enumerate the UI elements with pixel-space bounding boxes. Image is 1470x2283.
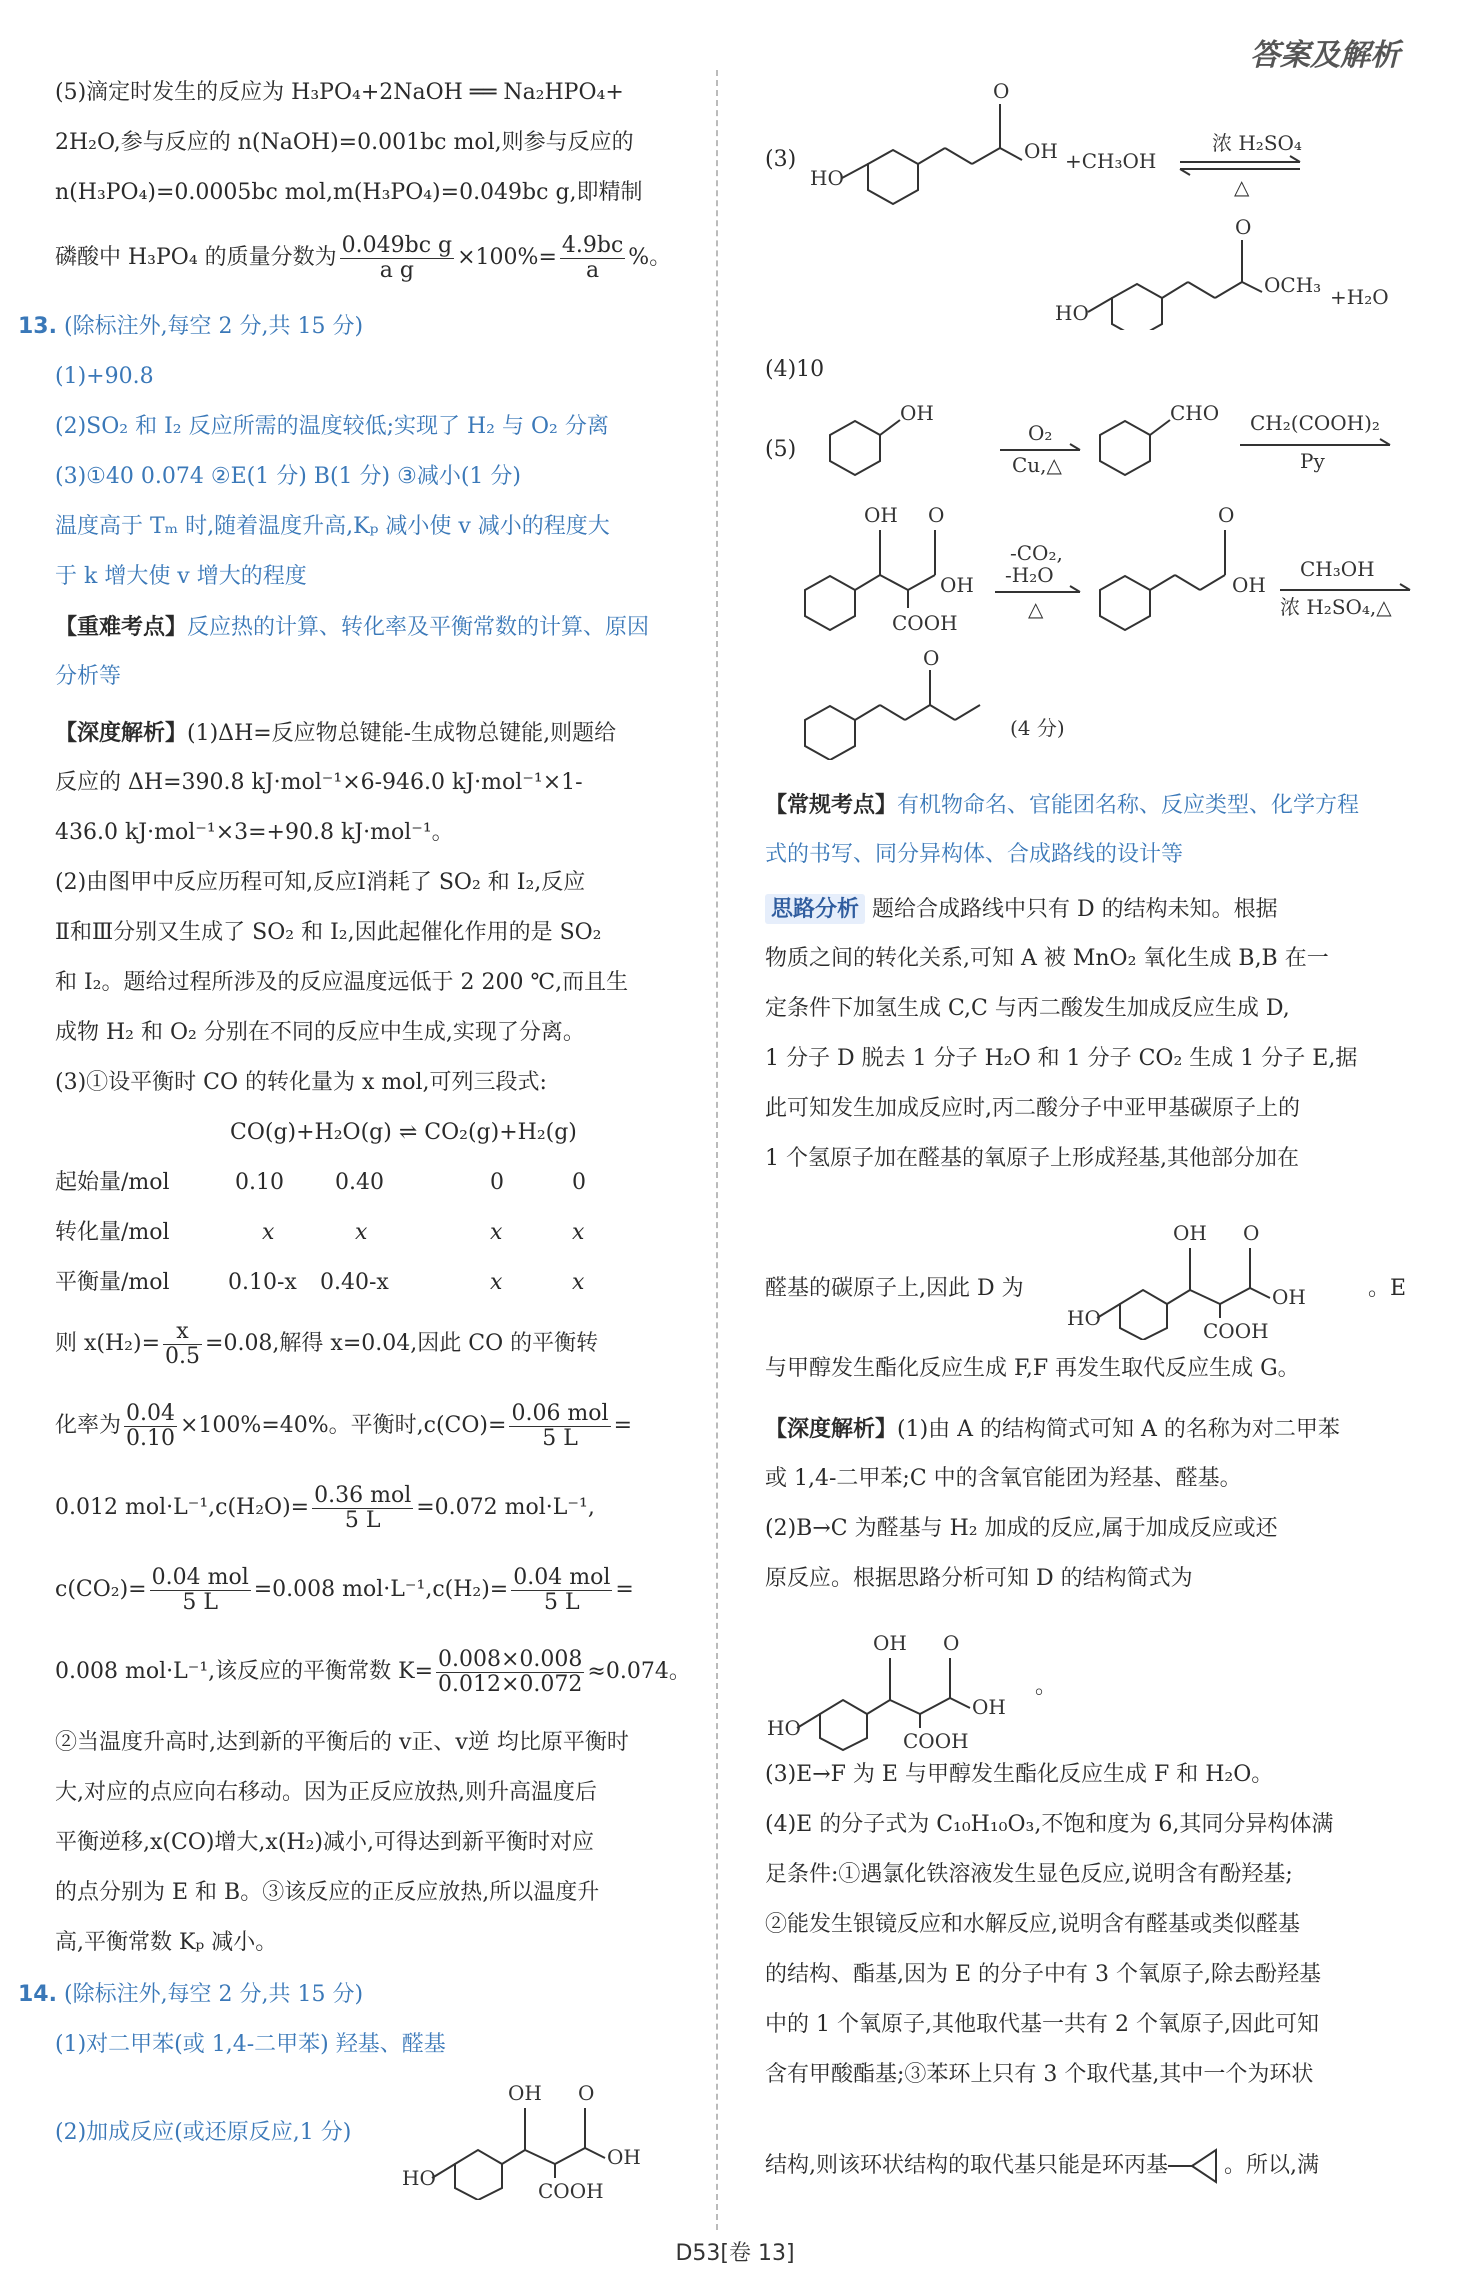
numerator: 4.9bc [561,232,624,258]
text-line: 与甲醇发生酯化反应生成 F,F 再发生取代反应生成 G。 [765,1356,1300,1381]
reagent-label: O₂ [1028,421,1053,445]
text-span: c(CO₂)= [55,1577,147,1602]
key-points [765,790,1359,821]
numerator: 0.008×0.008 [438,1646,583,1672]
score-label: (4 分) [1010,716,1065,740]
text-span: 0.008 mol·L⁻¹,该反应的平衡常数 K= [55,1659,434,1684]
page-footer: D53[卷 13] [675,2241,795,2266]
section-label: 【深度解析】 [765,1416,898,1442]
text-span: (1)ΔH=反应物总键能-生成物总键能,则题给 [187,721,617,746]
answer-line: (1)+90.8 [55,364,154,389]
table-cell: 0.40 [335,1170,384,1195]
text-line: 成物 H₂ 和 O₂ 分别在不同的反应中生成,实现了分离。 [55,1020,585,1045]
fraction [511,1566,612,1615]
atom-label: OH [1272,1285,1306,1309]
thinking-analysis [765,894,1278,925]
text-line: 式的书写、同分异构体、合成路线的设计等 [765,842,1184,867]
section-label: 【深度解析】 [55,720,188,746]
text-line: 反应的 ΔH=390.8 kJ·mol⁻¹×6-946.0 kJ·mol⁻¹×1- [55,770,583,795]
table-cell: x [355,1220,368,1245]
text-line: 和 I₂。题给过程所涉及的反应温度远低于 2 200 ℃,而且生 [55,970,629,995]
question-13-header [18,312,363,342]
atom-label: HO [402,2166,436,2190]
text-span: 磷酸中 H₃PO₄ 的质量分数为 [55,245,337,270]
text-span: 0.012 mol·L⁻¹,c(H₂O)= [55,1495,310,1520]
condition-label: △ [1234,175,1250,199]
denominator: a [586,257,600,283]
text-line: ②能发生银镜反应和水解反应,说明含有醛基或类似醛基 [765,1912,1300,1937]
reagent-label: -H₂O [1005,563,1054,587]
text-line: 平衡逆移,x(CO)增大,x(H₂)减小,可得达到新平衡时对应 [55,1830,595,1855]
fraction [340,234,454,283]
deep-analysis [765,1414,1340,1445]
text-line: 的点分别为 E 和 B。③该反应的正反应放热,所以温度升 [55,1880,600,1905]
atom-label: OH [508,2081,542,2105]
part-label: (5) [765,437,797,462]
text-line: 此可知发生加成反应时,丙二酸分子中亚甲基碳原子上的 [765,1096,1300,1121]
text-span: %。 [628,245,672,270]
numerator: 0.36 mol [314,1482,412,1508]
atom-label: COOH [1203,1319,1269,1340]
fraction [163,1320,202,1369]
text-span: = [613,1413,633,1438]
text-span: 。E [1368,1276,1407,1301]
atom-label: O [923,646,940,670]
table-cell: 0.10 [235,1170,284,1195]
atom-label: HO [810,166,844,190]
answer-line: (1)对二甲苯(或 1,4-二甲苯) 羟基、醛基 [55,2032,446,2057]
section-label: 【常规考点】 [765,792,898,818]
calc-line [55,1646,691,1698]
text-line: (2)B→C 为醛基与 H₂ 加成的反应,属于加成反应或还 [765,1516,1278,1541]
text-line: 高,平衡常数 Kₚ 减小。 [55,1930,278,1955]
text-span: =0.008 mol·L⁻¹,c(H₂)= [253,1577,509,1602]
table-cell: 0.10-x [228,1270,297,1295]
atom-label: OH [940,573,974,597]
text-line: 定条件下加氢生成 C,C 与丙二酸发生加成反应生成 D, [765,996,1290,1021]
text-line: 物质之间的转化关系,可知 A 被 MnO₂ 氧化生成 B,B 在一 [765,946,1329,971]
atom-label: O [578,2081,595,2105]
text-line: 分析等 [55,664,122,689]
denominator: 0.012×0.072 [438,1671,583,1697]
answer-line: (2)加成反应(或还原反应,1 分) [55,2120,352,2145]
atom-label: COOH [892,611,958,635]
table-cell: 0.40-x [320,1270,389,1295]
atom-label: OH [873,1631,907,1655]
question-number: 14. [18,1982,57,2007]
fraction [436,1648,584,1697]
calc-line [55,1400,632,1452]
condition-label: 浓 H₂SO₄,△ [1280,595,1392,619]
text-span: 。所以,满 [1224,2153,1319,2178]
text-span: =0.08,解得 x=0.04,因此 CO 的平衡转 [205,1331,599,1356]
structure-d-2 [765,1610,1065,1755]
text-line: 或 1,4-二甲苯;C 中的含氧官能团为羟基、醛基。 [765,1466,1242,1491]
atom-label: OCH₃ [1264,273,1322,297]
reagent-label: 浓 H₂SO₄ [1212,131,1302,155]
atom-label: O [1235,215,1252,239]
condition-label: Cu,△ [1012,453,1062,477]
text-span: 有机物命名、官能团名称、反应类型、化学方程 [897,793,1360,818]
table-label: 转化量/mol [55,1220,170,1245]
denominator: 5 L [542,1425,578,1451]
text-line: 的结构、酯基,因为 E 的分子中有 3 个氧原子,除去酚羟基 [765,1962,1322,1987]
question-number: 13. [18,314,57,339]
table-cell: x [262,1220,275,1245]
denominator: 5 L [544,1589,580,1615]
question-scoring: (除标注外,每空 2 分,共 15 分) [63,1982,364,2007]
text-line: 足条件:①遇氯化铁溶液发生显色反应,说明含有酚羟基; [765,1862,1293,1887]
atom-label: HO [767,1716,801,1740]
atom-label: COOH [903,1729,969,1753]
atom-label: OH [900,401,934,425]
atom-label: OH [864,503,898,527]
text-span: 。 [1035,1674,1058,1699]
numerator: 0.049bc g [341,232,453,258]
text-span: ≈0.074。 [587,1659,691,1684]
reagent-label: +H₂O [1330,285,1389,309]
calc-line [55,1318,598,1370]
atom-label: HO [1055,301,1089,325]
table-cell: x [572,1220,585,1245]
text-line: 中的 1 个氧原子,其他取代基一共有 2 个氧原子,因此可知 [765,2012,1319,2037]
numerator: 0.04 [126,1400,175,1426]
text-span: 结构,则该环状结构的取代基只能是环丙基 [765,2153,1168,2178]
text-line: (5)滴定时发生的反应为 H₃PO₄+2NaOH ══ Na₂HPO₄+ [55,80,624,105]
calc-line [55,1564,634,1616]
fraction [150,1566,251,1615]
text-line: 1 个氢原子加在醛基的氧原子上形成羟基,其他部分加在 [765,1146,1299,1171]
fraction [312,1484,413,1533]
text-line [55,233,671,283]
atom-label: HO [1067,1306,1101,1330]
denominator: a g [379,257,414,283]
denominator: 5 L [182,1589,218,1615]
table-cell: x [490,1220,503,1245]
atom-label: OH [1024,139,1058,163]
text-line [765,2146,1319,2186]
text-line: (3)①设平衡时 CO 的转化量为 x mol,可列三段式: [55,1070,547,1095]
fraction [509,1402,610,1451]
fraction [124,1402,177,1451]
table-cell: 0 [572,1170,586,1195]
text-span: 醛基的碳原子上,因此 D 为 [765,1276,1024,1301]
text-span: = [615,1577,634,1602]
table-label: 平衡量/mol [55,1270,170,1295]
key-points [55,612,649,643]
cyclopropyl-icon [1168,2146,1224,2186]
atom-label: OH [607,2145,641,2169]
table-cell: x [490,1270,503,1295]
cho-label: CHO [1170,401,1220,425]
text-line: 含有甲酸酯基;③苯环上只有 3 个取代基,其中一个为环状 [765,2062,1314,2087]
text-span: ×100%= [457,245,557,270]
text-line: 1 分子 D 脱去 1 分子 H₂O 和 1 分子 CO₂ 生成 1 分子 E,据 [765,1046,1358,1071]
text-line: n(H₃PO₄)=0.0005bc mol,m(H₃PO₄)=0.049bc g,即精制 [55,180,643,205]
answer-line: 于 k 增大使 v 增大的程度 [55,564,307,589]
section-label: 思路分析 [765,894,865,924]
numerator: 0.06 mol [511,1400,609,1426]
deep-analysis [55,718,616,749]
text-line: (3)E→F 为 E 与甲醇发生酯化反应生成 F 和 H₂O。 [765,1762,1274,1787]
condition-label: △ [1028,597,1044,621]
atom-label: O [1218,503,1235,527]
atom-label: O [928,503,945,527]
equilibrium-equation: CO(g)+H₂O(g) ⇌ CO₂(g)+H₂(g) [230,1120,577,1145]
section-label: 【重难考点】 [55,614,188,640]
calc-line [55,1482,595,1534]
question-14-header [18,1980,363,2010]
text-line: (2)由图甲中反应历程可知,反应Ⅰ消耗了 SO₂ 和 I₂,反应 [55,870,586,895]
denominator: 5 L [344,1507,381,1533]
text-line: 436.0 kJ·mol⁻¹×3=+90.8 kJ·mol⁻¹。 [55,820,454,845]
answer-line: (2)SO₂ 和 I₂ 反应所需的温度较低;实现了 H₂ 与 O₂ 分离 [55,414,609,439]
text-line: (4)E 的分子式为 C₁₀H₁₀O₃,不饱和度为 6,其同分异构体满 [765,1812,1334,1837]
text-span: =0.072 mol·L⁻¹, [416,1495,595,1520]
text-line: 2H₂O,参与反应的 n(NaOH)=0.001bc mol,则参与反应的 [55,130,634,155]
text-span: 则 x(H₂)= [55,1331,161,1356]
reagent-label: CH₂(COOH)₂ [1250,411,1380,435]
text-line: ②当温度升高时,达到新的平衡后的 v正、v逆 均比原平衡时 [55,1730,629,1755]
numerator: x [163,1320,202,1345]
numerator: 0.04 mol [513,1564,611,1590]
esterification-scheme [800,70,1420,330]
denominator: 0.5 [165,1343,201,1369]
text-line: 原反应。根据思路分析可知 D 的结构简式为 [765,1566,1193,1591]
question-scoring: (除标注外,每空 2 分,共 15 分) [63,314,364,339]
reagent-label: -CO₂, [1010,541,1063,565]
answer-line: (3)①40 0.074 ②E(1 分) B(1 分) ③减小(1 分) [55,464,521,489]
text-span: 反应热的计算、转化率及平衡常数的计算、原因 [187,615,650,640]
header-title: 答案及解析 [1250,38,1400,73]
condition-label: Py [1300,449,1325,473]
denominator: 0.10 [126,1425,175,1451]
atom-label: COOH [538,2179,604,2200]
answer-line: (4)10 [765,357,825,382]
text-span: ×100%=40%。平衡时,c(CO)= [180,1413,507,1438]
reagent-label: CH₃OH [1300,557,1375,581]
table-label: 起始量/mol [55,1170,170,1195]
text-line: 大,对应的点应向右移动。因为正反应放热,则升高温度后 [55,1780,597,1805]
column-divider [716,70,718,2230]
atom-label: O [1243,1221,1260,1245]
text-span: (1)由 A 的结构简式可知 A 的名称为对二甲苯 [897,1417,1340,1442]
reagent-label: +CH₃OH [1065,149,1157,173]
part-label: (3) [765,147,797,172]
atom-label: O [993,79,1010,103]
fraction [560,234,625,283]
table-cell: x [572,1270,585,1295]
answer-line: 温度高于 Tₘ 时,随着温度升高,Kₚ 减小使 v 减小的程度大 [55,514,610,539]
atom-label: OH [972,1695,1006,1719]
atom-label: OH [1173,1221,1207,1245]
atom-label: OH [1232,573,1266,597]
structure-d [1065,1200,1365,1340]
table-cell: 0 [490,1170,504,1195]
numerator: 0.04 mol [151,1564,249,1590]
text-span: 题给合成路线中只有 D 的结构未知。根据 [872,897,1278,922]
structure-d-answer [400,2060,700,2200]
text-span: 化率为 [55,1413,122,1438]
synthesis-route [800,390,1440,760]
text-line: Ⅱ和Ⅲ分别又生成了 SO₂ 和 I₂,因此起催化作用的是 SO₂ [55,920,602,945]
atom-label: O [943,1631,960,1655]
